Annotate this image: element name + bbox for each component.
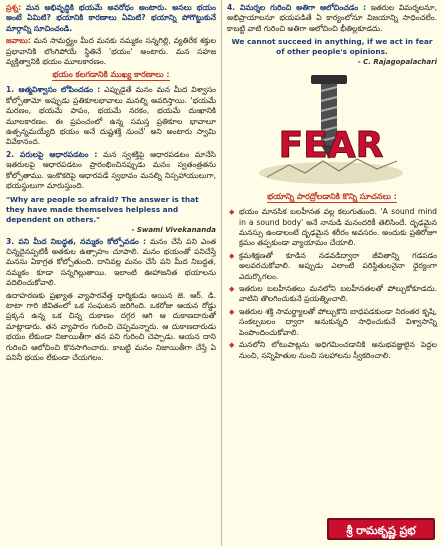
- answer-paragraph: [6, 36, 216, 67]
- rajagopalachari-quote-box: [227, 37, 437, 66]
- screw-head: [311, 75, 347, 84]
- tips-list: [227, 207, 437, 361]
- list-item: [227, 207, 437, 249]
- question-paragraph: [6, 3, 216, 34]
- right-column: [223, 0, 443, 546]
- cause-item-2-title: 2. పరులపై ఆధారపడటం :: [6, 149, 98, 159]
- diamond-bullet-icon: ◆: [229, 251, 235, 260]
- diamond-bullet-icon: ◆: [229, 307, 235, 316]
- diamond-bullet-icon: ◆: [229, 285, 235, 294]
- left-column: [0, 0, 221, 546]
- list-item: [227, 251, 437, 282]
- tip-text: మనలోని లోటుపాట్లను అధిగమించడానికి అనుభవజ్ఞులైన పెద్దల నుంచి, సన్నిహితుల నుంచి సలహాలను స్వీకరించాలి.: [239, 340, 437, 360]
- list-item: [227, 340, 437, 361]
- cause-item-3-title: 3. పని మీద నిబద్ధత, నమ్మకం కోల్పోవడం :: [6, 236, 147, 246]
- fear-figure: [227, 69, 437, 189]
- tip-text: భయం మానసిక బలహీనత వల్ల కలుగుతుంది. 'A sound mind in a sound body' అనే నానుడి మనందరికీ తెలిసిందే. దృఢమైన మనస్సు ఉండాలంటే దృఢమైన శరీరం అవసరం. అందుకు ప్రతిరోజూ క్రమం తప్పకుండా వ్యాయామం చేయాలి.: [239, 207, 437, 248]
- cause-item-1-title: 1. ఆత్మవిశ్వాసం లోపించడం :: [6, 85, 101, 95]
- column-divider: [221, 0, 222, 546]
- vivekananda-attribution: - Swami Vivekananda: [131, 225, 216, 234]
- tips-heading-text: భయాన్ని పారద్రోలడానికి కొన్ని సూచనలు :: [267, 192, 397, 202]
- list-item: [227, 307, 437, 338]
- rajagopalachari-quote: We cannot succeed in anything, if we act in fear of other people's opinions.: [231, 37, 433, 57]
- cause-item-3: [6, 237, 216, 289]
- question-label: ప్రశ్న:: [6, 3, 22, 12]
- cause-item-4-title: 4. విమర్శల గురించి అతిగా ఆలోచించడం :: [227, 3, 367, 12]
- story-paragraph: ఉదాహరణకు ప్రఖ్యాత వ్యాపారవేత్త ధార్మికుడు అయిన జె. ఆర్. డి. టాటా గారి జీవితంలో ఒక సంఘటన జరిగింది. ఒకరోజు ఆయన రోడ్డు ప్రక్కన ఉన్న ఒక చిన్న దుకాణం దగ్గర ఆగి ఆ దుకాణదారుతో మాట్లాడారు. తన వ్యాపారం గురించి చెప్పమన్నారు. ఆ దుకాణదారుడు భయం లేకుండా నిజాయితీగా తన పని గురించి చెప్పాడు. ఆయన దాని గురించి ఆలోచించి కొనసాగించారు. కాబట్టి మనం నిజాయితీగా చేస్తే ఏ పనినీ భయం లేకుండా చేయగలం.: [6, 290, 216, 362]
- cause-item-3-text: మనం చేసే పని ఎంత చిన్నదైనప్పటికీ అతకుల ఉత్సాహం చూపాలి. మనం భయంతో పనిచేస్తే మనసు ఏకాగ్రత కోల్పోతుంది. దానివల్ల మనం చేసే పని మీద నిబద్ధత, నమ్మకం కూడా సన్నగిల్లుతాయి. ఇలాంటి ఊహాజనిత భయాలను వదిలించుకోవాలి.: [6, 236, 216, 288]
- cause-item-2: [6, 150, 216, 192]
- rajagopalachari-attribution: - C. Rajagopalachari: [357, 58, 437, 67]
- tip-text: ఇతరుల శక్తి సామర్థ్యాలతో పోల్చుకొని బాధపడకుండా నిరంతర కృషి, సంకల్పబలం ద్వారా అనుకున్నది సాధించుకునే విశ్వాసాన్ని పెంపొందించుకోవాలి.: [239, 306, 437, 337]
- tip-text: క్రమశిక్షణతో కూడిన నడవడిద్వారా జీవితాన్ని గడపడం అలవరచుకోవాలి. అప్పుడు ఎలాంటి పరిస్థితులనైనా ధైర్యంగా ఎదుర్కొగలం.: [239, 250, 437, 281]
- causes-heading: [6, 70, 216, 81]
- brand-logo: శ్రీ రామకృష్ణ ప్రభ: [327, 518, 435, 540]
- list-item: [227, 284, 437, 305]
- cause-item-1-text: ఎప్పుడైతే మనం మన మీద విశ్వాసం కోల్పోతామో అప్పుడు ప్రతికూలభావాలు మనల్ని ఆవరిస్తాయి. 'భయమే మరణం, భయమే పాపం, భయమే నరకం, భయమే దుఃఖానికి మూలకారణం. ఈ ప్రపంచంలో ఉన్న సమస్త ప్రతికూల భావాలూ ఉత్పన్నమయ్యేది భయం అనే దుష్టశక్తి నుంచే' అని అంటారు స్వామి వివేకానంద.: [6, 85, 216, 147]
- cause-item-2-text: మన స్వశక్తిపై ఆధారపడటం మానేసి ఇతరులపై ఆధారపడటం ప్రారంభించినప్పుడు మనం స్వతంత్రతను కోల్పోతాము. ఇంకొకరిపై ఆధారపడే స్వభావం మనల్ని నిస్సహాయులుగా, భయస్థులుగా మారుస్తుంది.: [6, 149, 217, 191]
- cause-item-4-text: ఇతరుల విమర్శలనూ, అభిప్రాయాలనూ భయపడితే ఏ కార్యంలోనూ విజయాన్ని సాధించలేం. కాబట్టి వాటి గురించి అతిగా ఆలోచించి భీతిల్లకూడదు.: [227, 3, 437, 33]
- tips-heading: [227, 192, 437, 203]
- diamond-bullet-icon: ◆: [229, 208, 235, 217]
- fear-text: FEAR: [278, 125, 384, 167]
- fear-screw-icon: [227, 69, 435, 189]
- tip-text: ఇతరుల బలహీనతలు మనలోని బలహీనతలతో పోల్చుకోకూడదు. వాటిని తొలగించుకునే ప్రయత్నించాలి.: [239, 284, 437, 304]
- causes-heading-text: భయం కలగడానికి ముఖ్య కారణాలు :: [52, 70, 170, 80]
- question-text: మన అభివృద్ధికి భయమే అవరోధం అంటారు. అసలు భయం అంటే ఏమిటి? భయానికి కారణాలు ఏమిటి? భయాన్ని పోగొట్టుకునే మార్గాన్ని సూచించండి.: [6, 3, 216, 33]
- cause-item-1: [6, 85, 216, 147]
- diamond-bullet-icon: ◆: [229, 341, 235, 350]
- cause-item-4: [227, 3, 437, 34]
- answer-text: మన సామర్థ్యం మీద మనకు నమ్మకం సన్నగిల్లి, వ్యతిరేక శక్తుల ప్రభావానికి లొంగిపోయే స్థితినే 'భయం' అంటారు. మన సహజ వ్యక్తిత్వానికి భయం మూలకారణం.: [6, 36, 216, 67]
- answer-label: జవాబు:: [6, 36, 31, 46]
- vivekananda-quote: "Why are people so afraid? The answer is that they have made themselves helpless and dependent on others.": [6, 194, 199, 224]
